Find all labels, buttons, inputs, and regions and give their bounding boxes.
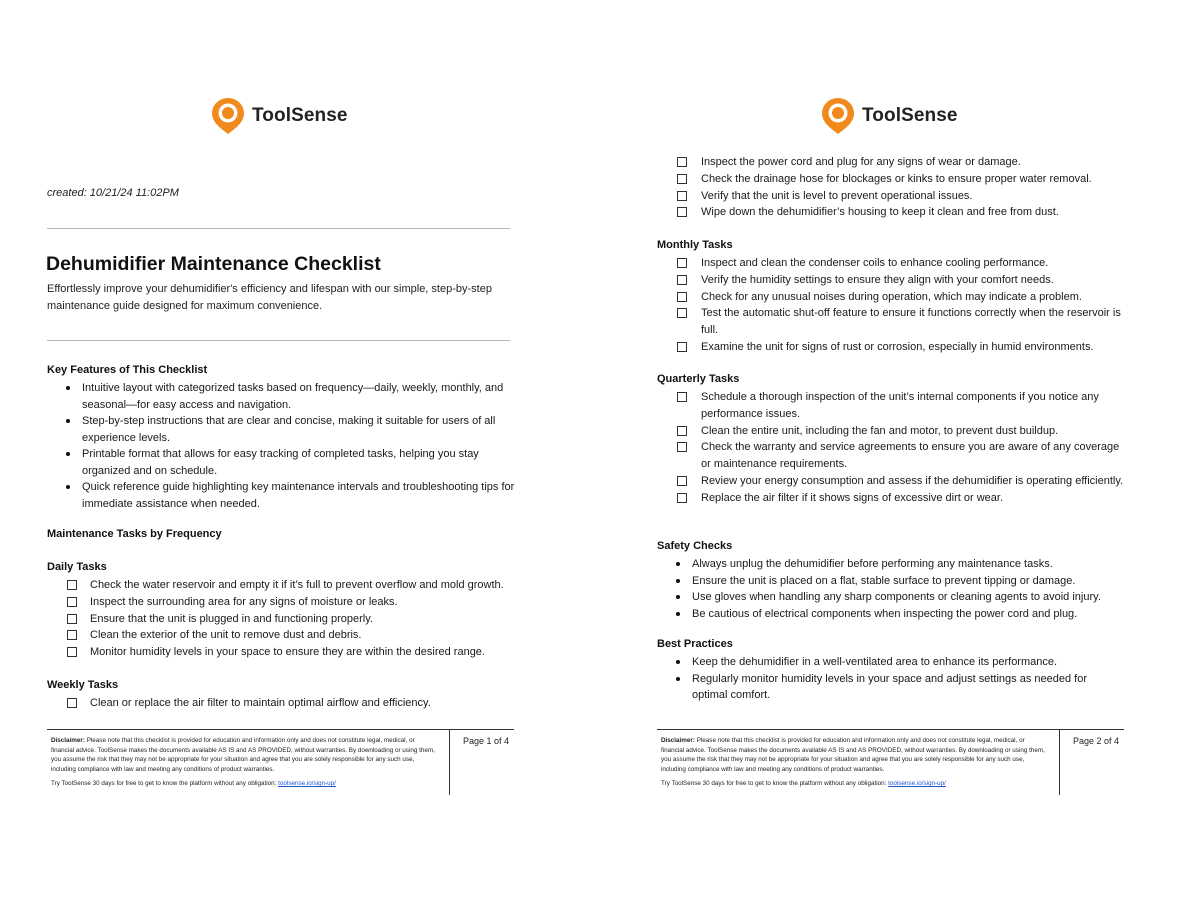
checkbox[interactable] — [677, 342, 687, 352]
checklist-item — [677, 154, 1127, 171]
checklist-item — [67, 695, 537, 712]
checkbox[interactable] — [67, 597, 77, 607]
checkbox[interactable] — [67, 630, 77, 640]
daily-tasks-heading: Daily Tasks — [47, 561, 107, 573]
brand-logo — [820, 96, 958, 136]
intro-text: Effortlessly improve your dehumidifier's efficiency and lifespan with our simple, step-by-step maintenance guide designed for maximum convenience. — [47, 283, 492, 312]
location-pin-icon — [210, 96, 246, 136]
checklist-item — [677, 473, 1127, 490]
checklist-item — [677, 289, 1127, 306]
trial-note — [51, 780, 336, 787]
checklist-item-label: Examine the unit for signs of rust or corrosion, especially in humid environments. — [701, 340, 1094, 353]
list-item: Use gloves when handling any sharp components or cleaning agents to avoid injury. — [657, 589, 1117, 606]
checkbox[interactable] — [677, 258, 687, 268]
disclaimer — [661, 736, 1045, 774]
list-item: Quick reference guide highlighting key maintenance intervals and troubleshooting tips for immediate assistance when needed. — [47, 479, 517, 512]
checklist-item-label: Replace the air filter if it shows signs of excessive dirt or wear. — [701, 491, 1004, 504]
safety-checks-heading: Safety Checks — [657, 540, 733, 552]
checklist-item-label: Monitor humidity levels in your space to ensure they are within the desired range. — [90, 646, 485, 659]
checkbox[interactable] — [677, 308, 687, 318]
checkbox[interactable] — [677, 191, 687, 201]
checklist-item — [677, 339, 1127, 356]
checklist-item-label: Test the automatic shut-off feature to ensure it functions correctly when the reservoir is full. — [701, 307, 1121, 337]
disclaimer-text: Please note that this checklist is provided for education and information only and does not constitute legal, medical, or financial advice. ToolSense makes the documents available AS IS and AS PROVIDED, without warranties. By downloading or using them, you assume the risk that they may not be appropriate for your situation and agree that you are solely responsible for any such use, including compliance with law and meeting any conditions of product warranties. — [661, 737, 1045, 773]
checklist-item — [677, 423, 1127, 440]
checkbox[interactable] — [677, 392, 687, 402]
divider — [47, 340, 510, 341]
trial-text: Try ToolSense 30 days for free to get to know the platform without any obligation: — [661, 780, 889, 787]
list-item: Ensure the unit is placed on a flat, stable surface to prevent tipping or damage. — [657, 573, 1117, 590]
checklist-item — [677, 255, 1127, 272]
footer-divider — [449, 730, 450, 795]
checklist-item-label: Review your energy consumption and assess if the dehumidifier is operating efficiently. — [701, 474, 1124, 487]
brand-name: ToolSense — [252, 105, 348, 126]
checkbox[interactable] — [677, 493, 687, 503]
checklist-item — [677, 204, 1127, 221]
monthly-tasks-list — [677, 255, 1127, 356]
checklist-item-label: Verify the humidity settings to ensure they align with your comfort needs. — [701, 273, 1054, 286]
best-practices-heading: Best Practices — [657, 638, 733, 650]
key-features-list — [47, 380, 517, 512]
footer-divider — [1059, 730, 1060, 795]
list-item: Always unplug the dehumidifier before performing any maintenance tasks. — [657, 556, 1117, 573]
checklist-item — [677, 188, 1127, 205]
page-number: Page 1 of 4 — [463, 736, 510, 746]
quarterly-tasks-list — [677, 389, 1127, 507]
list-item: Printable format that allows for easy tracking of completed tasks, helping you stay organized and on schedule. — [47, 446, 517, 479]
list-item: Be cautious of electrical components when inspecting the power cord and plug. — [657, 606, 1117, 623]
checklist-item — [67, 594, 537, 611]
list-item: Regularly monitor humidity levels in your space and adjust settings as needed for optimal comfort. — [657, 671, 1117, 704]
checkbox[interactable] — [677, 292, 687, 302]
weekly-tasks-list — [67, 695, 537, 712]
safety-checks-list — [657, 556, 1117, 622]
signup-link[interactable]: toolsense.io/sign-up/ — [278, 780, 336, 787]
checklist-item-label: Clean the exterior of the unit to remove dust and debris. — [90, 629, 362, 642]
list-item: Intuitive layout with categorized tasks based on frequency—daily, weekly, monthly, and seasonal—for easy access and navigation. — [47, 380, 517, 413]
divider — [47, 228, 510, 229]
daily-tasks-list — [67, 577, 537, 661]
checkbox[interactable] — [677, 207, 687, 217]
checklist-item-label: Check the warranty and service agreements to ensure you are aware of any coverage or maintenance requirements. — [701, 441, 1120, 471]
disclaimer-label: Disclaimer: — [661, 737, 695, 744]
checklist-item-label: Clean the entire unit, including the fan and motor, to prevent dust buildup. — [701, 424, 1059, 437]
checkbox[interactable] — [67, 614, 77, 624]
checklist-item — [67, 627, 537, 644]
checkbox[interactable] — [677, 275, 687, 285]
checklist-item — [67, 611, 537, 628]
checklist-item — [677, 439, 1127, 473]
brand-logo — [210, 96, 348, 136]
checkbox[interactable] — [677, 442, 687, 452]
location-pin-icon — [820, 96, 856, 136]
disclaimer — [51, 736, 435, 774]
page-2 — [589, 0, 1178, 906]
checklist-item-label: Check for any unusual noises during operation, which may indicate a problem. — [701, 290, 1082, 303]
checklist-item-label: Inspect and clean the condenser coils to enhance cooling performance. — [701, 257, 1049, 269]
checkbox[interactable] — [677, 157, 687, 167]
checklist-item — [677, 272, 1127, 289]
checklist-item-label: Verify that the unit is level to prevent operational issues. — [701, 189, 973, 202]
brand-name: ToolSense — [862, 105, 958, 126]
checklist-item — [67, 644, 537, 661]
checklist-item — [677, 171, 1127, 188]
checkbox[interactable] — [677, 174, 687, 184]
list-item: Keep the dehumidifier in a well-ventilated area to enhance its performance. — [657, 654, 1117, 671]
trial-note — [661, 780, 946, 787]
checklist-item-label: Inspect the surrounding area for any signs of moisture or leaks. — [90, 595, 398, 608]
page-title: Dehumidifier Maintenance Checklist — [46, 253, 381, 275]
checklist-item-label: Clean or replace the air filter to maintain optimal airflow and efficiency. — [90, 697, 431, 709]
checkbox[interactable] — [677, 476, 687, 486]
weekly-tasks-continued-list — [677, 154, 1127, 221]
list-item: Step-by-step instructions that are clear and concise, making it suitable for users of all experience levels. — [47, 413, 517, 446]
checklist-item — [677, 490, 1127, 507]
page-footer — [657, 729, 1124, 796]
tasks-heading: Maintenance Tasks by Frequency — [47, 528, 222, 540]
quarterly-tasks-heading: Quarterly Tasks — [657, 373, 740, 385]
page-footer — [47, 729, 514, 796]
checkbox[interactable] — [67, 580, 77, 590]
trial-text: Try ToolSense 30 days for free to get to know the platform without any obligation: — [51, 780, 279, 787]
checklist-item — [67, 577, 537, 594]
checklist-item — [677, 305, 1127, 339]
signup-link[interactable]: toolsense.io/sign-up/ — [888, 780, 946, 787]
checkbox[interactable] — [67, 647, 77, 657]
checklist-item-label: Inspect the power cord and plug for any signs of wear or damage. — [701, 156, 1021, 168]
monthly-tasks-heading: Monthly Tasks — [657, 239, 733, 251]
checkbox[interactable] — [67, 698, 77, 708]
checkbox[interactable] — [677, 426, 687, 436]
checklist-item-label: Wipe down the dehumidifier’s housing to keep it clean and free from dust. — [701, 206, 1059, 219]
page-number: Page 2 of 4 — [1073, 736, 1120, 746]
disclaimer-label: Disclaimer: — [51, 737, 85, 744]
checklist-item-label: Check the drainage hose for blockages or kinks to ensure proper water removal. — [701, 172, 1092, 185]
checklist-item-label: Schedule a thorough inspection of the unit’s internal components if you notice any performance issues. — [701, 391, 1099, 420]
checklist-item-label: Ensure that the unit is plugged in and functioning properly. — [90, 612, 373, 625]
weekly-tasks-heading: Weekly Tasks — [47, 679, 119, 691]
checklist-item-label: Check the water reservoir and empty it if it’s full to prevent overflow and mold growth. — [90, 579, 504, 591]
key-features-heading: Key Features of This Checklist — [47, 364, 208, 376]
disclaimer-text: Please note that this checklist is provided for education and information only and does not constitute legal, medical, or financial advice. ToolSense makes the documents available AS IS and AS PROVIDED, without warranties. By downloading or using them, you assume the risk that they may not be appropriate for your situation and agree that you are solely responsible for any such use, including compliance with law and meeting any conditions of product warranties. — [51, 737, 435, 773]
best-practices-list — [657, 654, 1117, 704]
created-timestamp: created: 10/21/24 11:02PM — [47, 187, 179, 199]
checklist-item — [677, 389, 1127, 423]
